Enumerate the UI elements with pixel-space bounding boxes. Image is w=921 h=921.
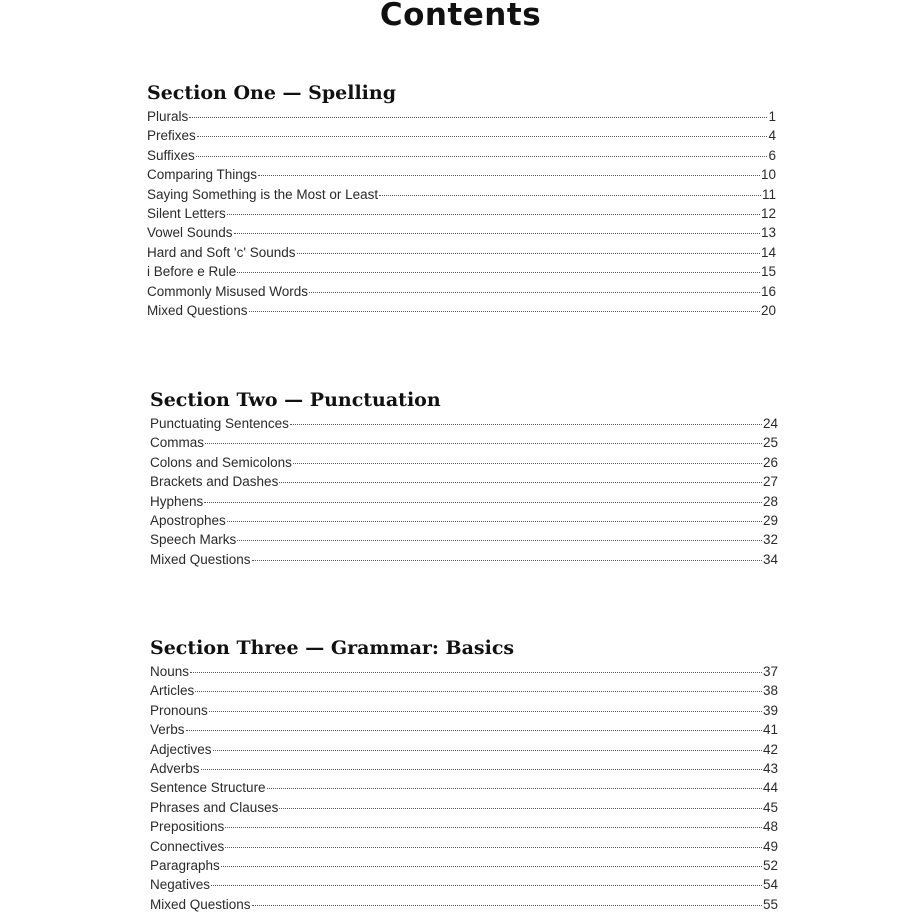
- dot-leader: [252, 560, 762, 561]
- toc-entry[interactable]: [150, 780, 778, 799]
- toc-entry-label: Nouns: [150, 664, 190, 679]
- toc-entry-page-number: 48: [762, 819, 778, 835]
- toc-entry[interactable]: [150, 722, 778, 741]
- toc-entry-page-number: 42: [762, 741, 778, 757]
- dot-leader: [252, 905, 762, 906]
- toc-entry[interactable]: [147, 148, 776, 167]
- toc-entry-label: Commas: [150, 435, 205, 451]
- dot-leader: [237, 272, 760, 273]
- dot-leader: [290, 424, 762, 425]
- toc-entry-page-number: 14: [760, 244, 776, 260]
- dot-leader: [209, 711, 762, 712]
- toc-entry[interactable]: [150, 416, 778, 435]
- toc-entry-page-number: 38: [762, 683, 778, 699]
- toc-entry-page-number: 32: [762, 532, 778, 548]
- toc-entry-page-number: 43: [762, 760, 778, 776]
- toc-entry[interactable]: [150, 552, 778, 571]
- toc-entry-label: Hard and Soft 'c' Sounds: [147, 244, 296, 260]
- page-title: Contents: [379, 0, 542, 33]
- toc-entry-label: Paragraphs: [150, 857, 220, 873]
- dot-leader: [213, 750, 762, 751]
- toc-entry[interactable]: [147, 128, 776, 147]
- toc-entry-page-number: 45: [762, 799, 778, 815]
- toc-entry-page-number: 11: [761, 186, 776, 202]
- toc-entry-label: Mixed Questions: [150, 551, 251, 567]
- toc-entry-label: Adverbs: [150, 760, 200, 776]
- toc-entry-page-number: 34: [762, 551, 778, 567]
- toc-entry-label: Brackets and Dashes: [150, 474, 279, 490]
- dot-leader: [379, 195, 761, 196]
- toc-entry-label: i Before e Rule: [147, 264, 237, 280]
- toc-entry[interactable]: [150, 513, 778, 532]
- toc-entry[interactable]: [150, 858, 778, 877]
- dot-leader: [195, 691, 762, 692]
- toc-entry-page-number: 52: [762, 857, 778, 873]
- toc-entry-label: Pronouns: [150, 702, 208, 718]
- toc-entry[interactable]: [150, 494, 778, 513]
- toc-entry-page-number: 1: [768, 109, 776, 124]
- toc-entry-page-number: 20: [760, 302, 776, 318]
- toc-entry-label: Phrases and Clauses: [150, 799, 279, 815]
- toc-list: [150, 664, 778, 916]
- toc-entry-page-number: 10: [760, 167, 776, 183]
- dot-leader: [190, 672, 762, 673]
- toc-entry-label: Commonly Misused Words: [147, 283, 309, 299]
- dot-leader: [234, 233, 760, 234]
- dot-leader: [293, 463, 762, 464]
- toc-list: [147, 109, 776, 322]
- toc-entry-label: Sentence Structure: [150, 780, 266, 796]
- toc-entry-page-number: 29: [762, 512, 778, 528]
- toc-entry-label: Verbs: [150, 722, 185, 738]
- toc-entry-page-number: 24: [762, 416, 778, 431]
- toc-entry-label: Negatives: [150, 877, 211, 893]
- dot-leader: [189, 117, 767, 118]
- dot-leader: [267, 788, 762, 789]
- toc-entry[interactable]: [150, 664, 778, 683]
- section-heading: Section Three — Grammar: Basics: [150, 637, 515, 659]
- toc-entry-page-number: 39: [762, 702, 778, 718]
- toc-entry-label: Apostrophes: [150, 512, 226, 528]
- toc-entry-label: Prepositions: [150, 819, 225, 835]
- toc-entry-page-number: 54: [762, 877, 778, 893]
- section-three: [150, 635, 778, 916]
- section-two: [150, 387, 778, 571]
- toc-entry[interactable]: [147, 245, 776, 264]
- toc-entry[interactable]: [150, 435, 778, 454]
- toc-entry-label: Vowel Sounds: [147, 225, 233, 241]
- toc-entry[interactable]: [150, 800, 778, 819]
- toc-entry[interactable]: [150, 742, 778, 761]
- dot-leader: [258, 175, 760, 176]
- toc-entry-label: Connectives: [150, 838, 225, 854]
- toc-entry-page-number: 12: [760, 205, 776, 221]
- toc-entry-label: Suffixes: [147, 147, 195, 163]
- toc-entry-page-number: 6: [768, 147, 776, 163]
- toc-entry-page-number: 55: [762, 896, 778, 912]
- toc-entry-label: Plurals: [147, 109, 189, 124]
- toc-entry-page-number: 49: [762, 838, 778, 854]
- dot-leader: [197, 136, 768, 137]
- dot-leader: [237, 540, 762, 541]
- dot-leader: [309, 292, 760, 293]
- toc-entry[interactable]: [147, 303, 776, 322]
- section-heading: Section One — Spelling: [147, 82, 397, 104]
- toc-entry-label: Speech Marks: [150, 532, 237, 548]
- toc-entry-page-number: 16: [760, 283, 776, 299]
- toc-entry[interactable]: [150, 474, 778, 493]
- toc-entry-page-number: 44: [762, 780, 778, 796]
- dot-leader: [201, 769, 762, 770]
- dot-leader: [221, 866, 762, 867]
- toc-entry-label: Hyphens: [150, 493, 204, 509]
- toc-entry-label: Colons and Semicolons: [150, 454, 292, 470]
- toc-entry[interactable]: [147, 187, 776, 206]
- toc-entry[interactable]: [147, 206, 776, 225]
- toc-entry-label: Punctuating Sentences: [150, 416, 289, 431]
- dot-leader: [279, 808, 762, 809]
- dot-leader: [297, 253, 760, 254]
- dot-leader: [186, 730, 762, 731]
- toc-entry-page-number: 27: [762, 474, 778, 490]
- toc-entry[interactable]: [147, 264, 776, 283]
- toc-entry-page-number: 15: [760, 264, 776, 280]
- toc-entry[interactable]: [147, 109, 776, 128]
- toc-entry[interactable]: [147, 225, 776, 244]
- toc-entry-label: Mixed Questions: [150, 896, 251, 912]
- dot-leader: [211, 885, 762, 886]
- toc-entry-label: Prefixes: [147, 128, 196, 144]
- toc-entry[interactable]: [150, 761, 778, 780]
- toc-entry-page-number: 4: [768, 128, 776, 144]
- dot-leader: [196, 156, 768, 157]
- section-heading: Section Two — Punctuation: [150, 389, 441, 411]
- toc-entry[interactable]: [150, 683, 778, 702]
- toc-entry-label: Articles: [150, 683, 195, 699]
- toc-entry[interactable]: [147, 167, 776, 186]
- toc-entry[interactable]: [150, 877, 778, 896]
- dot-leader: [204, 502, 762, 503]
- toc-entry[interactable]: [150, 703, 778, 722]
- toc-entry-label: Comparing Things: [147, 167, 258, 183]
- toc-entry-label: Mixed Questions: [147, 302, 248, 318]
- dot-leader: [205, 443, 762, 444]
- toc-entry-page-number: 26: [762, 454, 778, 470]
- toc-entry[interactable]: [150, 839, 778, 858]
- toc-list: [150, 416, 778, 571]
- dot-leader: [225, 847, 762, 848]
- toc-entry-label: Adjectives: [150, 741, 212, 757]
- section-one: [147, 80, 776, 322]
- toc-entry[interactable]: [150, 532, 778, 551]
- dot-leader: [225, 827, 762, 828]
- dot-leader: [227, 214, 760, 215]
- toc-entry-page-number: 37: [762, 664, 778, 679]
- toc-entry[interactable]: [147, 284, 776, 303]
- toc-entry[interactable]: [150, 455, 778, 474]
- dot-leader: [227, 521, 762, 522]
- toc-entry-page-number: 25: [762, 435, 778, 451]
- toc-entry-page-number: 28: [762, 493, 778, 509]
- toc-entry-label: Saying Something is the Most or Least: [147, 186, 379, 202]
- dot-leader: [249, 311, 760, 312]
- dot-leader: [279, 482, 762, 483]
- toc-entry-label: Silent Letters: [147, 205, 226, 221]
- toc-entry[interactable]: [150, 897, 778, 916]
- toc-entry-page-number: 13: [760, 225, 776, 241]
- toc-entry[interactable]: [150, 819, 778, 838]
- toc-entry-page-number: 41: [762, 722, 778, 738]
